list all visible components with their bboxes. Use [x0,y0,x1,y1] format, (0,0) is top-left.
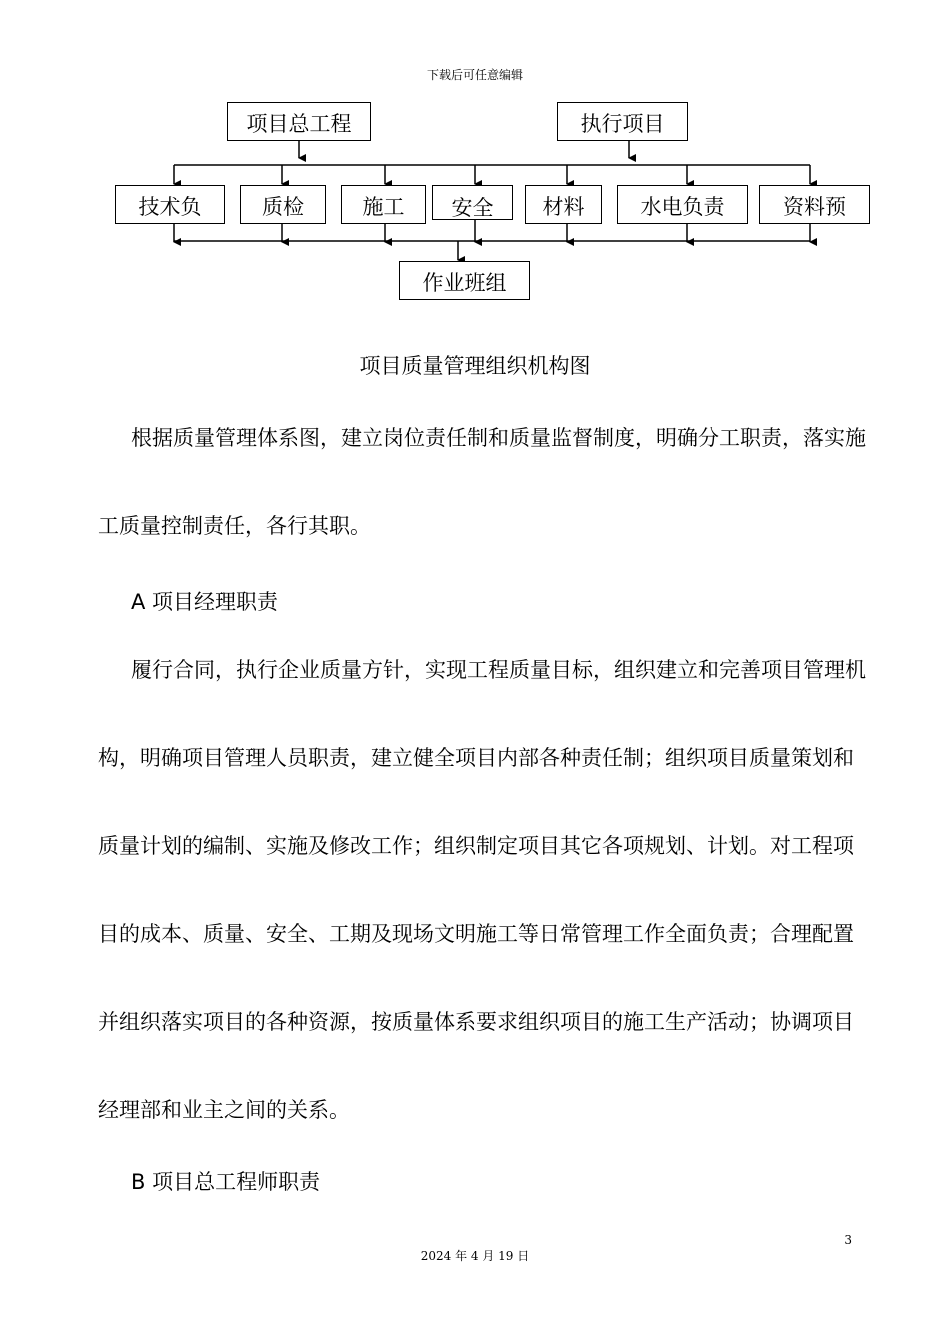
page-header-note: 下载后可任意编辑 [426,68,523,82]
org-box-executive: 执行项目 [557,102,688,141]
intro-paragraph: 根据质量管理体系图，建立岗位责任制和质量监督制度，明确分工职责，落实施工质量控制责任，各行其职。 [98,426,866,538]
section-a-heading: A 项目经理职责 [131,590,279,614]
org-box-chief-engineer: 项目总工程 [227,102,371,141]
page-date: 2024 年 4 月 19 日 [420,1249,530,1263]
org-box-technical: 技术负 [115,185,225,224]
org-box-plumbing-electrical: 水电负责 [617,185,748,224]
section-b-heading: B 项目总工程师职责 [131,1170,321,1194]
org-box-documentation: 资料预 [759,185,870,224]
org-chart [0,0,950,310]
org-box-materials: 材料 [525,185,602,224]
page-number: 3 [844,1233,852,1247]
org-box-construction: 施工 [341,185,426,224]
section-a-body: 履行合同，执行企业质量方针，实现工程质量目标，组织建立和完善项目管理机构，明确项目管理人员职责，建立健全项目内部各种责任制；组织项目质量策划和质量计划的编制、实施及修改工作；组织制定项目其它各项规划、计划。对工程项目的成本、质量、安全、工期及现场文明施工等日常管理工作全面负责；合理配置并组织落实项目的各种资源，按质量体系要求组织项目的施工生产活动；协调项目经理部和业主之间的关系。 [98,658,866,1122]
figure-caption: 项目质量管理组织机构图 [359,354,591,378]
org-box-quality-inspection: 质检 [240,185,326,224]
org-box-safety: 安全 [432,185,513,220]
org-box-work-team: 作业班组 [399,261,530,300]
